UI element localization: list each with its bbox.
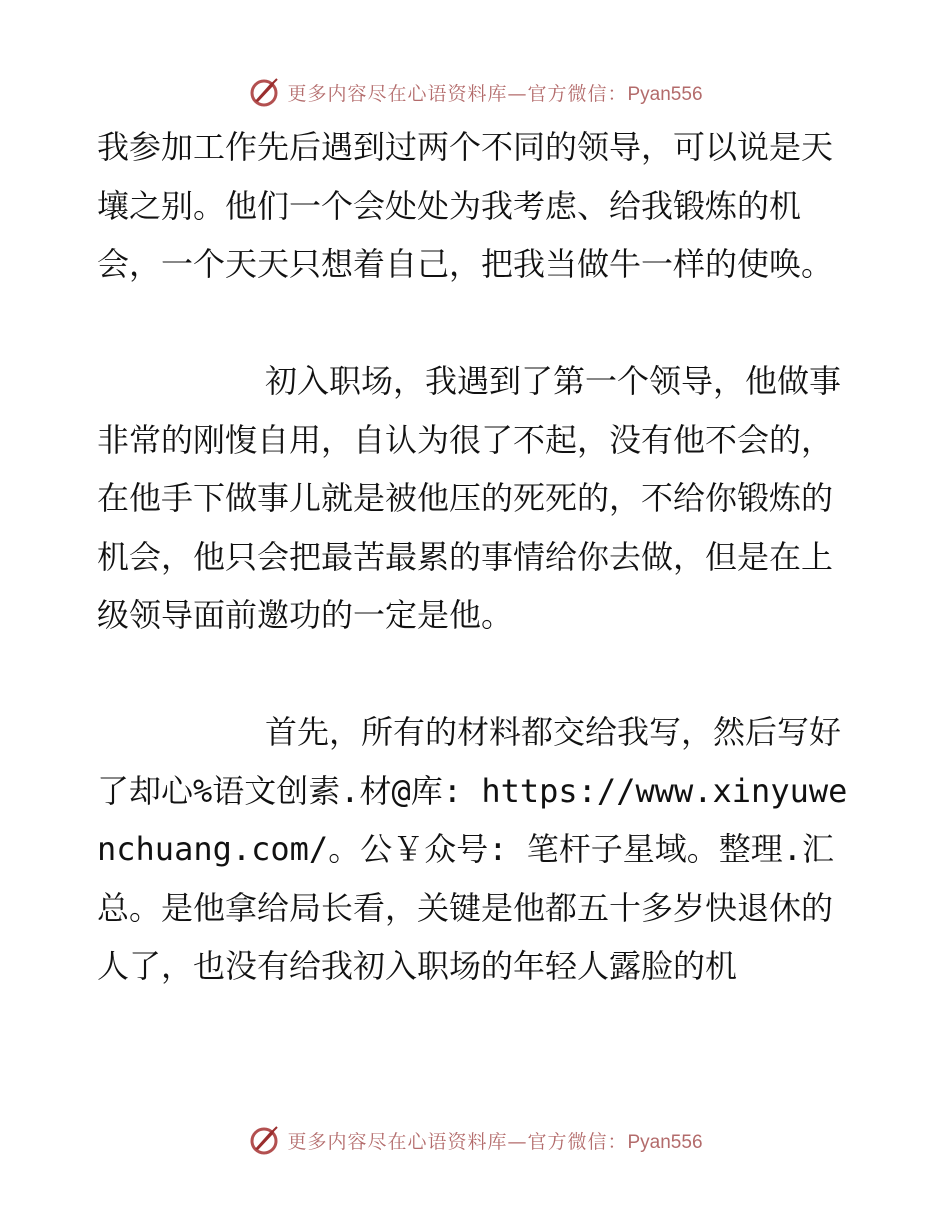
quill-pen-logo-icon (247, 75, 281, 109)
paragraph-3: 首先，所有的材料都交给我写，然后写好了却心%语文创素.材@库: https://www.xinyuwenchuang.com/。公￥众号: 笔杆子星域。整理.汇总。是他拿给局长看，关键是他都五十多岁快退休的人了，也没有给我初入职场的年轻人露脸的机 (97, 713, 848, 985)
paragraph-2: 初入职场，我遇到了第一个领导，他做事非常的刚愎自用，自认为很了不起，没有他不会的，在他手下做事儿就是被他压的死死的，不给你锻炼的机会，他只会把最苦最累的事情给你去做，但是在上级领导面前邀功的一定是他。 (97, 362, 842, 634)
footer-wechat-id: Pyan556 (627, 1131, 703, 1153)
paragraph-1: 我参加工作先后遇到过两个不同的领导，可以说是天壤之别。他们一个会处处为我考虑、给我锻炼的机会，一个天天只想着自己，把我当做牛一样的使唤。 (97, 128, 834, 283)
header-banner (0, 72, 950, 112)
footer-banner (0, 1120, 950, 1160)
wechat-id: Pyan556 (627, 83, 703, 105)
footer-banner-text: 更多内容尽在心语资料库—官方微信：Pyan556 (287, 1130, 703, 1153)
quill-pen-logo-icon (247, 1123, 281, 1157)
document-body (97, 118, 853, 996)
banner-text: 更多内容尽在心语资料库—官方微信：Pyan556 (287, 82, 703, 105)
